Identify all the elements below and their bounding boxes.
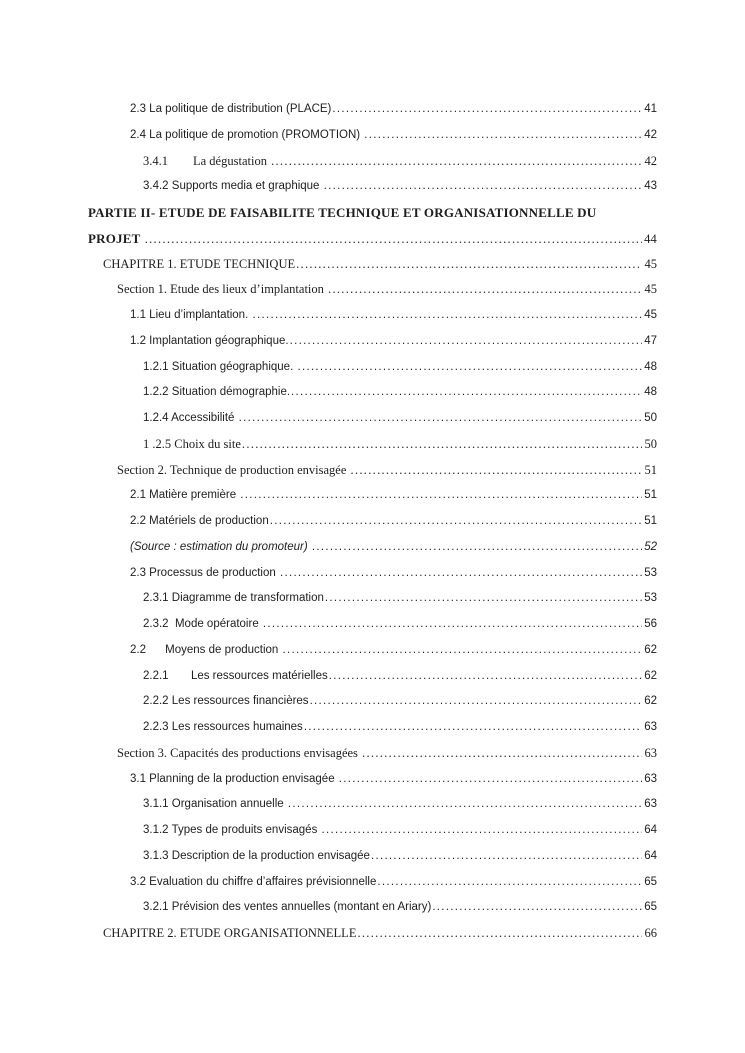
dot-leader (357, 921, 642, 947)
dot-leader (377, 870, 642, 896)
toc-entry (143, 689, 657, 715)
toc-page-number: 63 (644, 745, 657, 760)
toc-entry (117, 277, 657, 303)
toc-entry-label: 3.1 Planning de la production envisagée (130, 772, 338, 785)
dot-leader (263, 612, 642, 638)
toc-page-number: 50 (644, 412, 657, 424)
toc-page-number: 41 (644, 103, 657, 115)
dot-leader (329, 664, 642, 690)
toc-entry (130, 870, 657, 896)
toc-entry-continuation (88, 226, 657, 252)
toc-entry (143, 432, 657, 458)
dot-leader (351, 458, 642, 484)
dot-leader (332, 97, 642, 123)
toc-page-number: 42 (644, 128, 657, 141)
toc-entry-label: 3.1.1 Organisation annuelle (143, 798, 287, 811)
toc-entry-label: (Source : estimation du promoteur) (130, 540, 311, 553)
toc-entry (143, 406, 657, 432)
toc-entry-label: 3.2.1 Prévision des ventes annuelles (montant en Ariary) (143, 901, 432, 914)
toc-entry-label: CHAPITRE 2. ETUDE ORGANISATIONNELLE (103, 926, 357, 940)
toc-entry (143, 174, 657, 200)
toc-entry-label: 3.1.2 Types de produits envisagés (143, 824, 321, 836)
toc-entry (130, 329, 657, 355)
dot-leader (296, 252, 642, 278)
toc-entry-label: 2.2 Matériels de production (130, 515, 269, 527)
toc-page-number: 62 (644, 669, 657, 682)
toc-entry (143, 612, 657, 638)
toc-page-number: 44 (644, 231, 657, 246)
toc-entry-label: 2.4 La politique de promotion (PROMOTION) (130, 128, 364, 141)
toc-entry-label: 1.2.4 Accessibilité (143, 412, 238, 424)
toc-entry-label: 2.1 Matière première (130, 489, 240, 502)
toc-page-number: 63 (644, 772, 657, 785)
dot-leader (145, 226, 642, 253)
toc-entry-label: 2.2.3 Les ressources humaines (143, 721, 303, 733)
dot-leader (288, 792, 642, 818)
toc-entry (130, 767, 657, 793)
toc-page-number: 51 (644, 489, 657, 502)
toc-page-number: 63 (644, 721, 657, 733)
toc-page-number: 48 (644, 386, 657, 399)
toc-entry (143, 380, 657, 406)
toc-entry (143, 792, 657, 818)
toc-entry-label: PROJET (88, 230, 144, 246)
toc-page-number: 42 (644, 153, 657, 168)
toc-entry (103, 252, 657, 278)
dot-leader (297, 355, 642, 381)
dot-leader (291, 380, 642, 406)
toc-page-number: 62 (644, 643, 657, 656)
toc-page-number: 64 (644, 824, 657, 836)
toc-entry-label: 1.2.2 Situation démographie. (143, 386, 291, 399)
toc-page-number: 50 (644, 436, 657, 451)
toc-page-number: 43 (644, 180, 657, 193)
toc-entry (130, 509, 657, 535)
toc-page-number: 51 (644, 462, 657, 477)
toc-page-number: 53 (644, 592, 657, 605)
toc-entry-label: 3.2 Evaluation du chiffre d’affaires prévisionnelle (130, 875, 377, 888)
toc-entry-label: 1.2.1 Situation géographique. (143, 360, 297, 373)
toc-page-number: 63 (644, 798, 657, 811)
dot-leader (239, 406, 642, 432)
dot-leader (290, 329, 642, 355)
dot-leader (280, 561, 642, 587)
toc-entry (117, 741, 657, 767)
toc-entry-label: Section 3. Capacités des productions envisagées (117, 745, 362, 760)
toc-entry (143, 586, 657, 612)
toc-page-number: 53 (644, 566, 657, 579)
toc-entry-label: 2.2.2 Les ressources financières (143, 695, 309, 708)
toc-entry (143, 715, 657, 741)
dot-leader (371, 844, 642, 870)
dot-leader (432, 895, 642, 921)
toc-entry-label: 2.3 Processus de production (130, 566, 279, 579)
toc-page-number: 51 (644, 515, 657, 527)
dot-leader (304, 715, 642, 741)
toc-entry-label: 3.4.1 La dégustation (143, 153, 271, 168)
toc-page-number: 48 (644, 360, 657, 373)
dot-leader (283, 638, 642, 664)
dot-leader (271, 149, 642, 175)
toc-page-number: 45 (644, 309, 657, 321)
toc-entry-label: Section 1. Etude des lieux d’implantation (117, 282, 328, 297)
dot-leader (324, 174, 642, 200)
toc-entry-label: CHAPITRE 1. ETUDE TECHNIQUE (103, 256, 296, 271)
toc-entry-label: 1 .2.5 Choix du site (143, 436, 241, 451)
toc-entry (130, 561, 657, 587)
toc-page-number: 45 (644, 256, 657, 271)
toc-page-number: 52 (644, 540, 657, 553)
toc-entry (130, 97, 657, 123)
dot-leader (312, 535, 642, 561)
dot-leader (325, 586, 642, 612)
toc-entry (143, 818, 657, 844)
dot-leader (362, 741, 642, 767)
toc-page-number: 65 (644, 901, 657, 914)
toc-entry (130, 638, 657, 664)
toc-entry-label: Section 2. Technique de production envisagée (117, 462, 350, 477)
toc-page-number: 65 (644, 875, 657, 888)
dot-leader (252, 303, 642, 329)
toc-entry-label: 2.2 Moyens de production (130, 643, 282, 656)
dot-leader (240, 483, 642, 509)
toc-entry (143, 844, 657, 870)
toc-entry-label: 3.1.3 Description de la production envisagée (143, 849, 370, 862)
toc-entry (143, 149, 657, 175)
toc-entry (130, 303, 657, 329)
dot-leader (310, 689, 642, 715)
dot-leader (364, 123, 642, 149)
toc-entry: PARTIE II- ETUDE DE FAISABILITE TECHNIQUE ET ORGANISATIONNELLE DU (88, 205, 597, 220)
toc-page-number: 56 (644, 618, 657, 630)
toc-entry-label: 2.3 La politique de distribution (PLACE) (130, 103, 332, 115)
table-of-contents (88, 97, 657, 947)
toc-entry (103, 921, 657, 947)
toc-entry (143, 355, 657, 381)
toc-entry-label: 1.1 Lieu d’implantation. (130, 309, 252, 321)
toc-entry-label: 2.2.1 Les ressources matérielles (143, 669, 328, 682)
toc-entry (143, 664, 657, 690)
toc-page-number: 45 (644, 282, 657, 297)
toc-entry-label: 2.3.2 Mode opératoire (143, 618, 262, 630)
toc-page-number: 64 (644, 849, 657, 862)
dot-leader (322, 818, 642, 844)
toc-entry (130, 483, 657, 509)
dot-leader (328, 277, 642, 303)
dot-leader (339, 767, 642, 793)
toc-entry-label: 3.4.2 Supports media et graphique (143, 180, 323, 193)
toc-entry-label: 1.2 Implantation géographique. (130, 334, 289, 347)
toc-entry (117, 458, 657, 484)
toc-entry (130, 123, 657, 149)
toc-entry (130, 535, 657, 561)
toc-entry-label: 2.3.1 Diagramme de transformation (143, 592, 324, 605)
toc-page-number: 66 (644, 926, 657, 940)
toc-page-number: 47 (644, 334, 657, 347)
toc-entry (143, 895, 657, 921)
dot-leader (242, 432, 642, 458)
toc-page-number: 62 (644, 695, 657, 708)
dot-leader (270, 509, 642, 535)
